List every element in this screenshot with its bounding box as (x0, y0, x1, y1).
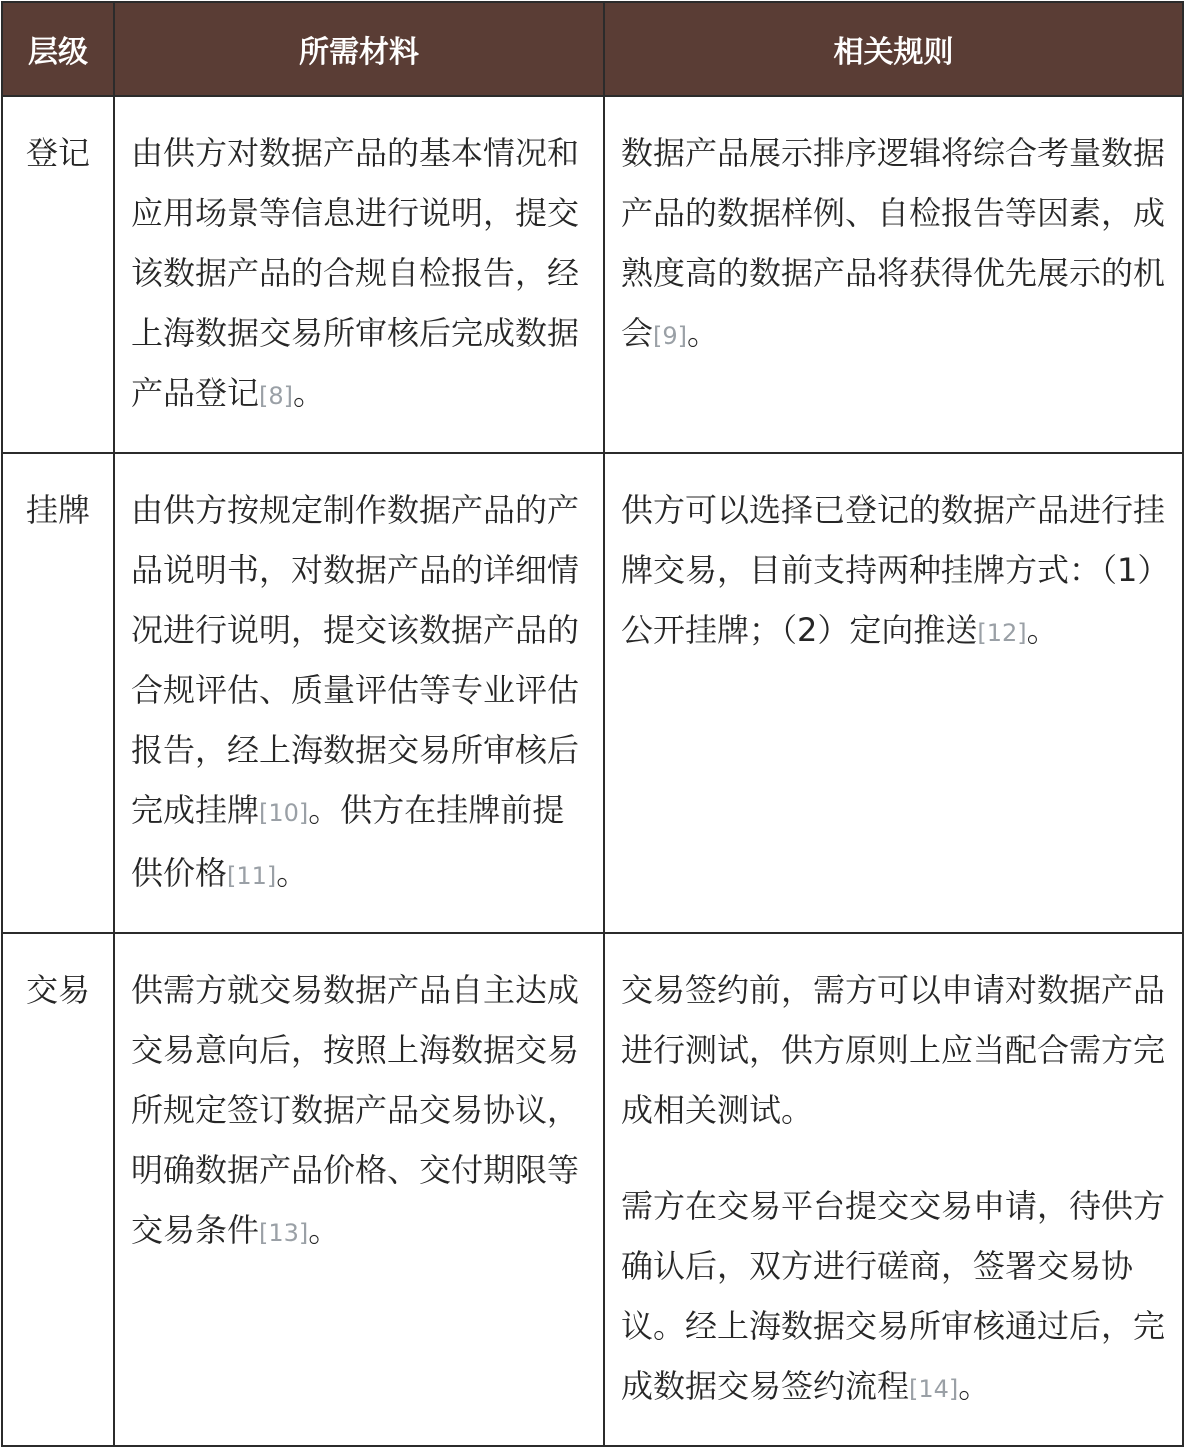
rules-cell: 数据产品展示排序逻辑将综合考量数据产品的数据样例、自检报告等因素，成熟度高的数据产品将获得优先展示的机会[9]。 (604, 96, 1183, 453)
reference-link[interactable]: [12] (977, 619, 1027, 647)
rules-cell: 供方可以选择已登记的数据产品进行挂牌交易，目前支持两种挂牌方式：（1）公开挂牌；（2）定向推送[12]。 (604, 453, 1183, 933)
reference-link[interactable]: [8] (259, 382, 294, 410)
reference-link[interactable]: [14] (909, 1375, 959, 1403)
materials-cell: 供需方就交易数据产品自主达成交易意向后，按照上海数据交易所规定签订数据产品交易协议，明确数据产品价格、交付期限等交易条件[13]。 (114, 933, 604, 1446)
rules-cell: 交易签约前，需方可以申请对数据产品进行测试，供方原则上应当配合需方完成相关测试。 需方在交易平台提交交易申请，待供方确认后，双方进行磋商，签署交易协议。经上海数据交易所审核通过后，完成数据交易签约流程[14]。 (604, 933, 1183, 1446)
header-level: 层级 (2, 2, 114, 96)
header-materials: 所需材料 (114, 2, 604, 96)
reference-link[interactable]: [10] (259, 799, 309, 827)
materials-cell: 由供方按规定制作数据产品的产品说明书，对数据产品的详细情况进行说明，提交该数据产品的合规评估、质量评估等专业评估报告，经上海数据交易所审核后完成挂牌[10]。供方在挂牌前提供价格[11]。 (114, 453, 604, 933)
level-cell: 挂牌 (2, 453, 114, 933)
header-row (2, 2, 1183, 96)
table-row (2, 933, 1183, 1446)
reference-link[interactable]: [9] (653, 322, 688, 350)
table-row (2, 96, 1183, 453)
materials-cell: 由供方对数据产品的基本情况和应用场景等信息进行说明，提交该数据产品的合规自检报告，经上海数据交易所审核后完成数据产品登记[8]。 (114, 96, 604, 453)
rules-table (1, 1, 1184, 1447)
table-row (2, 453, 1183, 933)
level-cell: 交易 (2, 933, 114, 1446)
header-rules: 相关规则 (604, 2, 1183, 96)
level-cell: 登记 (2, 96, 114, 453)
reference-link[interactable]: [11] (227, 862, 277, 890)
reference-link[interactable]: [13] (259, 1219, 309, 1247)
